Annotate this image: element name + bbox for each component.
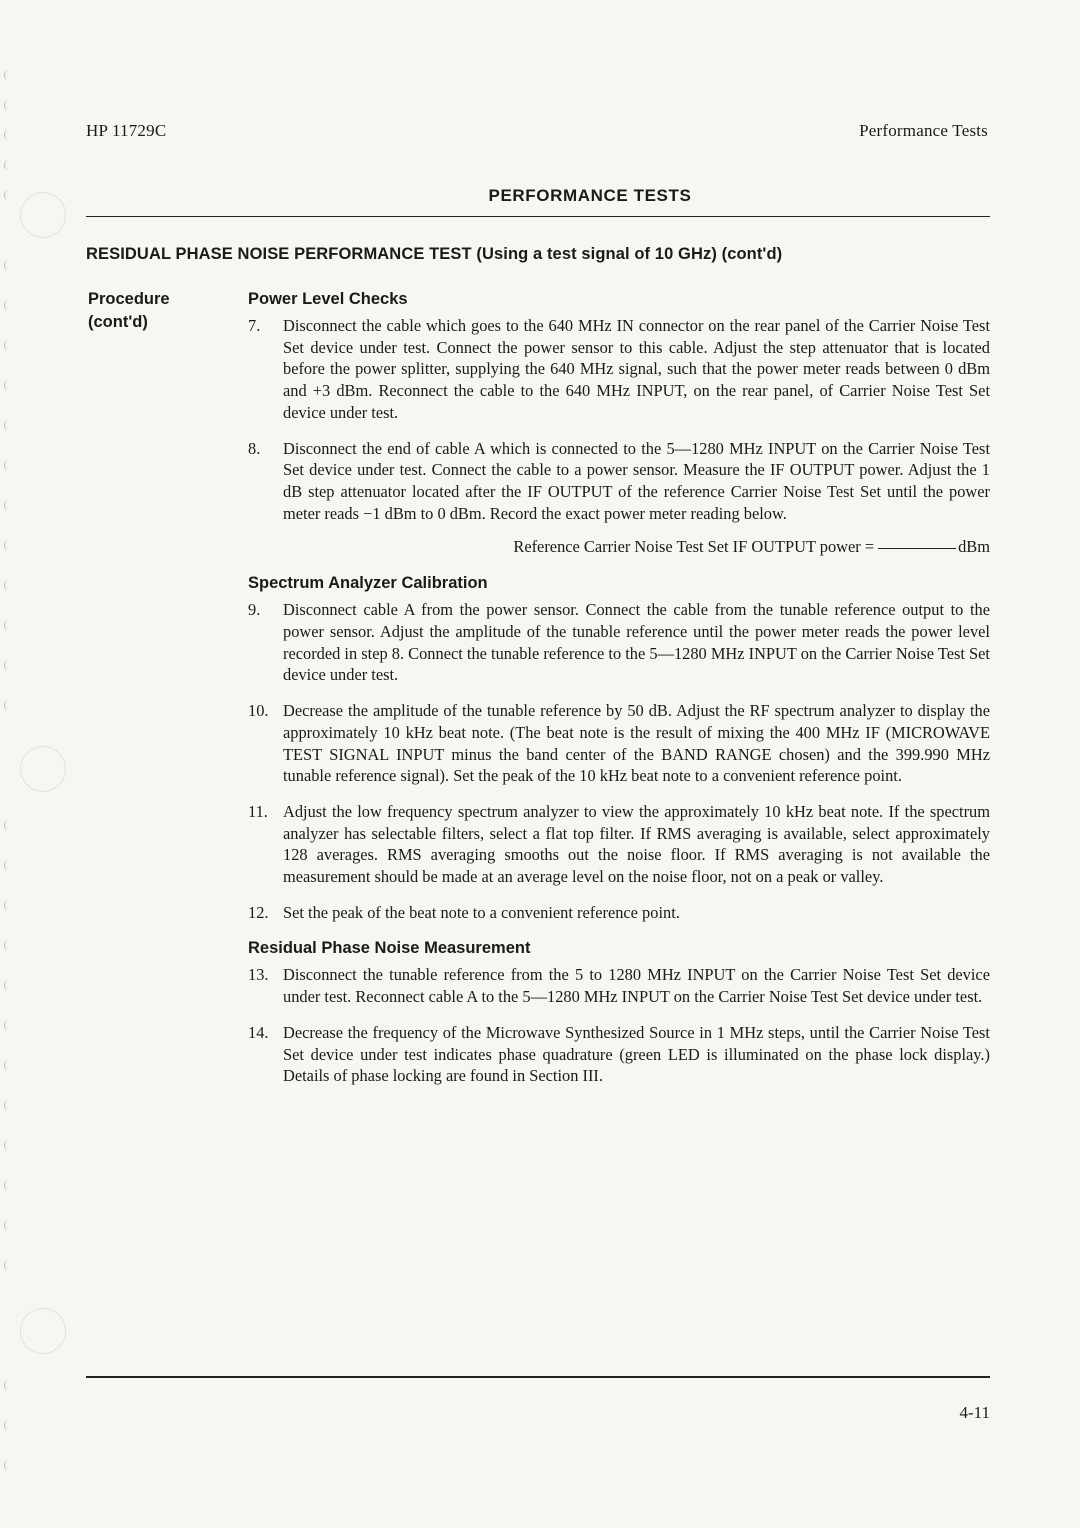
step-7 [248, 315, 990, 424]
procedure-content [248, 288, 990, 1101]
step-number: 12. [248, 902, 269, 922]
test-title: RESIDUAL PHASE NOISE PERFORMANCE TEST (Using a test signal of 10 GHz) (cont'd) [86, 245, 783, 263]
procedure-label-line1: Procedure [88, 290, 170, 308]
record-label: Reference Carrier Noise Test Set IF OUTPUT power = [513, 537, 875, 557]
procedure-label [88, 288, 228, 334]
step-text: Disconnect the tunable reference from the 5 to 1280 MHz INPUT on the Carrier Noise Test Set device under test. Reconnect cable A to the 5—1280 MHz INPUT on the Carrier Noise Test Set device under test. [283, 965, 990, 1007]
step-number: 13. [248, 965, 269, 985]
subhead-power-level-checks: Power Level Checks [248, 290, 408, 308]
record-line [248, 536, 990, 558]
running-head-left: HP 11729C [86, 121, 167, 140]
punch-hole [20, 1308, 66, 1354]
step-text: Adjust the low frequency spectrum analyzer to view the approximately 10 kHz beat note. If the spectrum analyzer has selectable filters, select a flat top filter. If RMS averaging is available, select approximately 128 averages. RMS averaging smooths out the noise floor. If RMS averaging is not available the measurement should be made at an average level on the noise floor, not on a peak or valley. [283, 801, 990, 887]
procedure-label-line2: (cont'd) [88, 313, 148, 331]
step-number: 14. [248, 1022, 269, 1042]
step-14 [248, 1022, 990, 1087]
step-text: Set the peak of the beat note to a convenient reference point. [283, 902, 680, 922]
step-9 [248, 599, 990, 686]
step-number: 9. [248, 600, 261, 620]
running-head-right: Performance Tests [859, 121, 988, 140]
record-blank [878, 548, 956, 549]
page-number: 4-11 [959, 1403, 990, 1422]
step-text: Disconnect the cable which goes to the 640 MHz IN connector on the rear panel of the Carrier Noise Test Set device under test. Connect the power sensor to this cable. Adjust the step attenuator that is located before the power splitter, supplying the 640 MHz signal, such that the power meter reads between 0 dBm and +3 dBm. Reconnect the cable to the 640 MHz INPUT, on the rear panel, of Carrier Noise Test Set device under test. [283, 316, 990, 422]
step-number: 10. [248, 701, 269, 721]
step-10 [248, 700, 990, 787]
record-unit: dBm [958, 537, 990, 557]
step-13 [248, 964, 990, 1007]
step-text: Disconnect cable A from the power sensor. Connect the cable from the tunable reference output to the power sensor. Adjust the amplitude of the tunable reference until the power meter reads the power level recorded in step 8. Connect the tunable reference to the 5—1280 MHz INPUT on the Carrier Noise Test Set device under test. [283, 600, 990, 685]
top-rule [86, 216, 990, 217]
subhead-residual-phase-noise-measurement: Residual Phase Noise Measurement [248, 939, 531, 958]
step-8 [248, 438, 990, 525]
bottom-rule [86, 1376, 990, 1378]
step-text: Decrease the frequency of the Microwave Synthesized Source in 1 MHz steps, until the Carrier Noise Test Set device under test indicates phase quadrature (green LED is illuminated on the phase lock display.) Details of phase locking are found in Section III. [283, 1022, 990, 1086]
subhead-spectrum-analyzer-calibration: Spectrum Analyzer Calibration [248, 574, 488, 593]
section-title: PERFORMANCE TESTS [488, 186, 692, 205]
step-text: Disconnect the end of cable A which is connected to the 5—1280 MHz INPUT on the Carrier Noise Test Set device under test. Connect the cable to a power sensor. Measure the IF OUTPUT power. Adjust the 1 dB step attenuator located after the IF OUTPUT of the reference Carrier Noise Test Set until the power meter reads −1 dBm to 0 dBm. Record the exact power meter reading below. [283, 438, 990, 523]
step-text: Decrease the amplitude of the tunable reference by 50 dB. Adjust the RF spectrum analyzer to display the approximately 10 kHz beat note. (The beat note is the result of mixing the 400 MHz IF (MICROWAVE TEST SIGNAL INPUT minus the band center of the BAND RANGE chosen) and the 399.990 MHz tunable reference signal). Set the peak of the 10 kHz beat note to a convenient reference point. [283, 701, 990, 786]
step-number: 7. [248, 316, 261, 335]
step-number: 11. [248, 801, 268, 821]
step-12 [248, 902, 990, 924]
step-number: 8. [248, 438, 261, 458]
punch-hole [20, 746, 66, 792]
step-11 [248, 801, 990, 888]
